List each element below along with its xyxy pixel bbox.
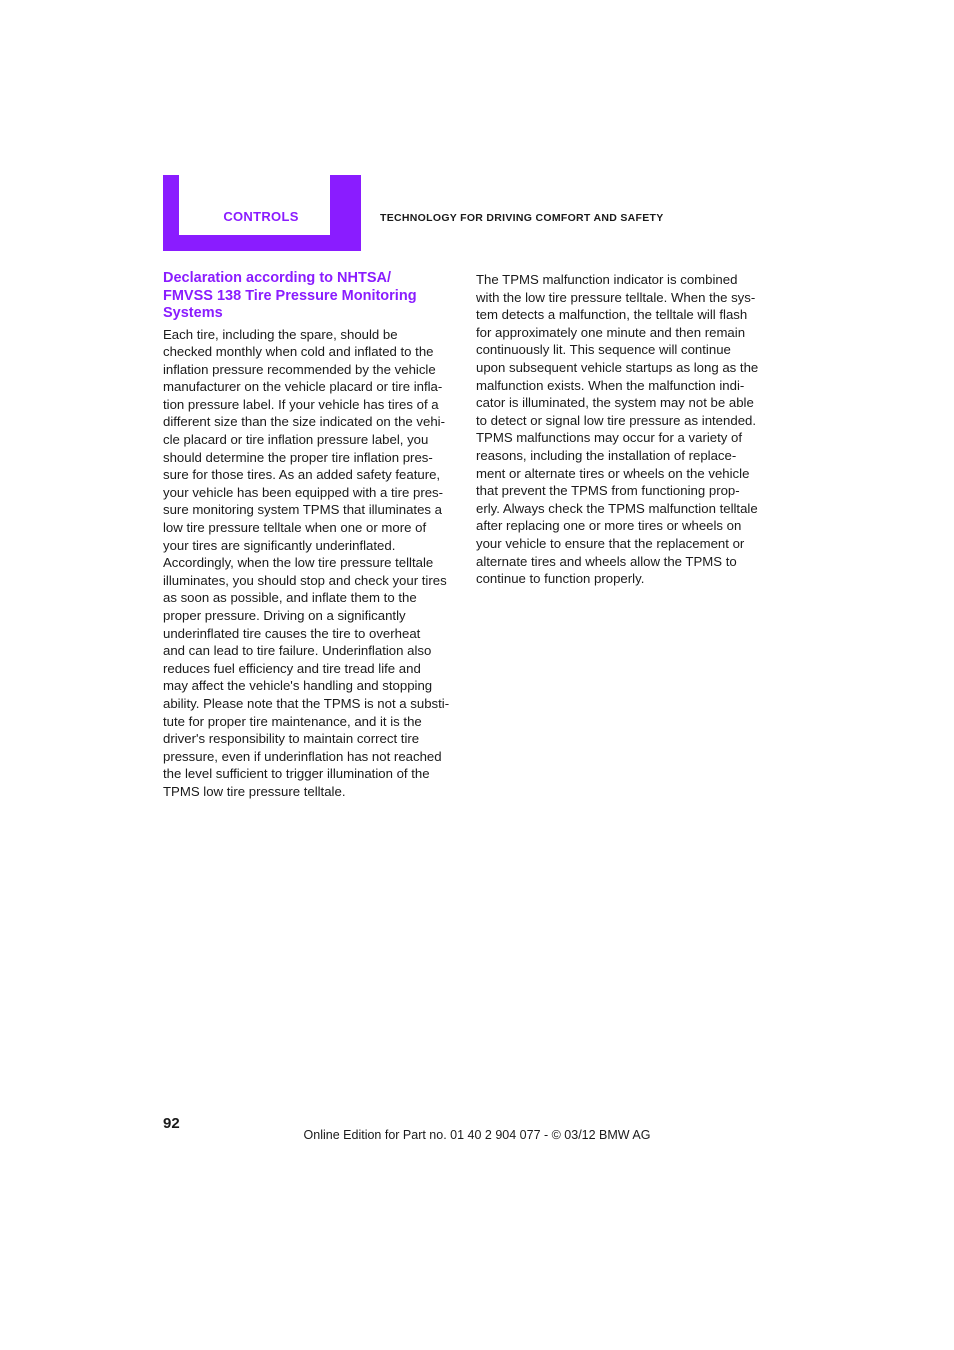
left-paragraph <box>163 326 459 801</box>
text-line: manufacturer on the vehicle placard or tire infla- <box>163 379 443 395</box>
text-line: low tire pressure telltale when one or more of <box>163 520 427 536</box>
footer-text: Online Edition for Part no. 01 40 2 904 077 - © 03/12 BMW AG <box>303 1128 651 1142</box>
text-line: as soon as possible, and inflate them to the <box>163 590 417 606</box>
text-line: malfunction exists. When the malfunction indi- <box>476 377 745 393</box>
text-line: cator is illuminated, the system may not be able <box>476 395 754 411</box>
text-line: The TPMS malfunction indicator is combined <box>476 272 738 287</box>
text-line: continuously lit. This sequence will continue <box>476 342 731 358</box>
text-line: erly. Always check the TPMS malfunction telltale <box>476 500 758 516</box>
text-line: to detect or signal low tire pressure as intended. <box>476 412 757 428</box>
section-tab-inner <box>179 175 330 235</box>
text-line: TPMS malfunctions may occur for a variety of <box>476 430 743 446</box>
text-line: continue to function properly. <box>476 571 645 587</box>
text-line: after replacing one or more tires or wheels on <box>476 518 742 534</box>
text-line: the level sufficient to trigger illumination of the <box>163 766 430 782</box>
text-line: sure for those tires. As an added safety feature, <box>163 467 441 483</box>
text-line: checked monthly when cold and inflated to the <box>163 344 434 360</box>
text-line: alternate tires and wheels allow the TPMS to <box>476 553 737 569</box>
text-line: upon subsequent vehicle startups as long as the <box>476 359 759 375</box>
text-line: reasons, including the installation of replace- <box>476 447 737 463</box>
left-column <box>163 270 459 801</box>
chapter-title: TECHNOLOGY FOR DRIVING COMFORT AND SAFETY <box>380 212 664 224</box>
text-line: cle placard or tire inflation pressure label, you <box>163 432 429 448</box>
text-line: your vehicle has been equipped with a tire pres- <box>163 484 444 500</box>
page-number: 92 <box>163 1115 180 1132</box>
text-line: driver's responsibility to maintain correct tire <box>163 731 420 747</box>
text-line: ment or alternate tires or wheels on the vehicle <box>476 465 750 481</box>
text-line: ability. Please note that the TPMS is not a substi- <box>163 695 450 711</box>
text-line: for approximately one minute and then remain <box>476 324 746 340</box>
text-line: your tires are significantly underinflated. <box>163 537 396 553</box>
text-line: should determine the proper tire inflation pres- <box>163 449 433 465</box>
section-heading <box>163 270 459 323</box>
text-line: inflation pressure recommended by the vehicle <box>163 361 436 377</box>
text-line: tem detects a malfunction, the telltale will flash <box>476 307 748 323</box>
text-line: tion pressure label. If your vehicle has tires of a <box>163 396 439 412</box>
text-line: that prevent the TPMS from functioning prop- <box>476 483 740 499</box>
heading-line: Declaration according to NHTSA/ <box>163 270 392 286</box>
text-line: reduces fuel efficiency and tire tread life and <box>163 660 421 676</box>
text-line: your vehicle to ensure that the replacement or <box>476 535 745 551</box>
text-line: underinflated tire causes the tire to overheat <box>163 625 421 641</box>
text-line: Accordingly, when the low tire pressure telltale <box>163 555 434 571</box>
text-line: proper pressure. Driving on a significantly <box>163 608 406 623</box>
text-line: illuminates, you should stop and check your tires <box>163 572 447 588</box>
text-line: pressure, even if underinflation has not reached <box>163 748 442 764</box>
text-line: Each tire, including the spare, should be <box>163 326 398 342</box>
right-column <box>476 270 772 588</box>
heading-line: Systems <box>163 305 223 321</box>
text-line: different size than the size indicated on the vehi- <box>163 414 445 430</box>
text-line: and can lead to tire failure. Underinflation also <box>163 643 432 659</box>
section-label: CONTROLS <box>223 209 299 224</box>
heading-line: FMVSS 138 Tire Pressure Monitoring <box>163 287 417 304</box>
text-line: tute for proper tire maintenance, and it is the <box>163 713 422 729</box>
right-paragraph <box>476 271 772 588</box>
text-line: TPMS low tire pressure telltale. <box>163 783 346 799</box>
text-line: with the low tire pressure telltale. When the sys- <box>476 289 756 305</box>
text-line: may affect the vehicle's handling and stopping <box>163 678 433 694</box>
text-line: sure monitoring system TPMS that illuminates a <box>163 502 442 518</box>
